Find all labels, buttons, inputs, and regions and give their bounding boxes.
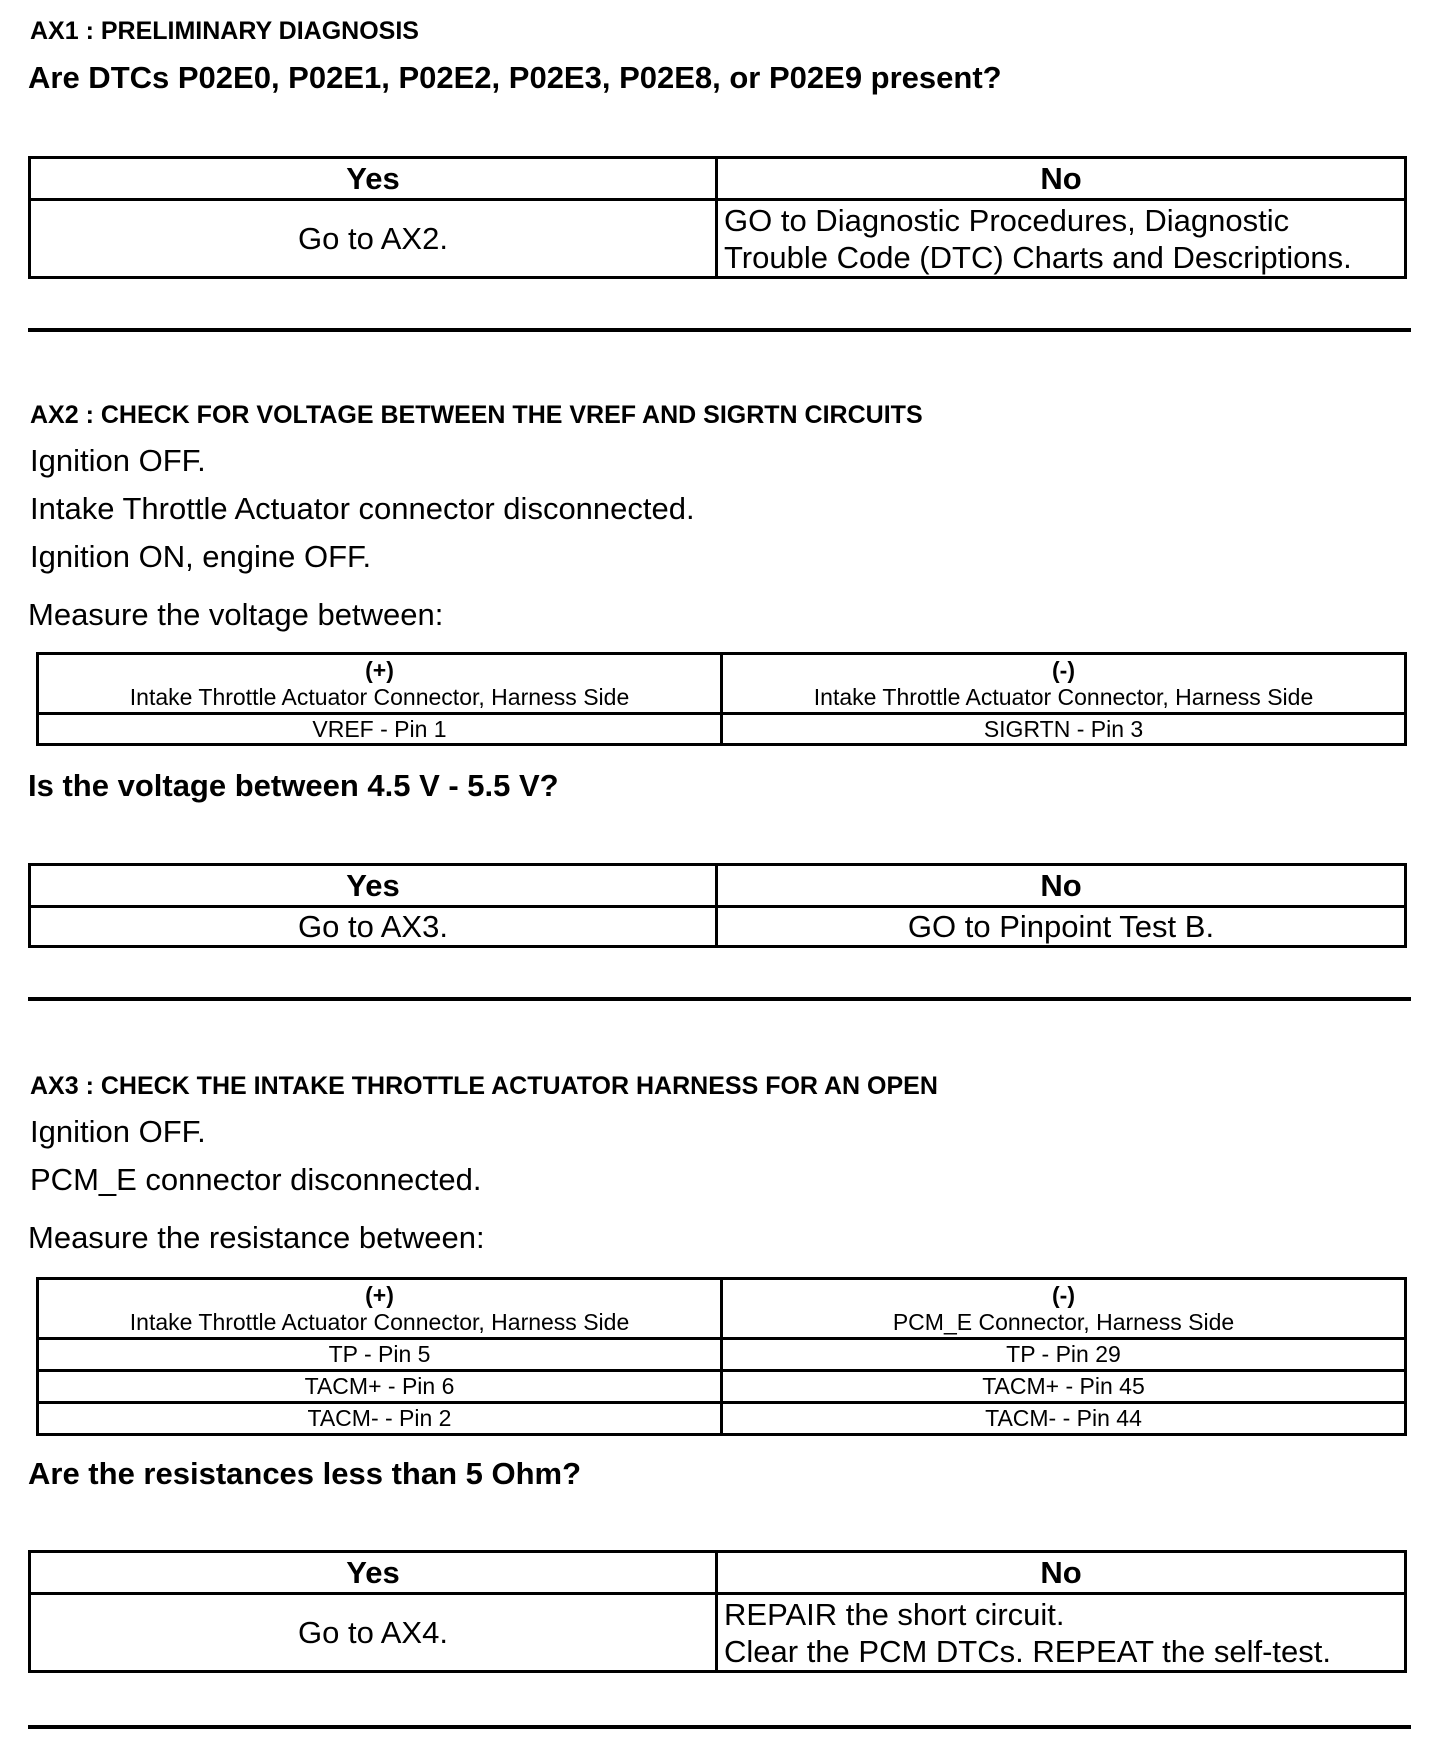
yes-action: Go to AX2. xyxy=(30,200,717,278)
ax3-step: PCM_E connector disconnected. xyxy=(30,1162,482,1197)
positive-pin: TACM+ - Pin 6 xyxy=(38,1371,722,1403)
section-divider xyxy=(28,997,1411,1001)
yes-header: Yes xyxy=(30,158,717,200)
negative-sign: (-) xyxy=(1052,656,1075,683)
yes-header: Yes xyxy=(30,1552,717,1594)
no-action-line: REPAIR the short circuit. xyxy=(724,1596,1065,1632)
no-header: No xyxy=(717,158,1406,200)
positive-header xyxy=(38,1279,722,1339)
ax2-title: AX2 : CHECK FOR VOLTAGE BETWEEN THE VREF AND SIGRTN CIRCUITS xyxy=(30,401,923,429)
ax2-step: Ignition OFF. xyxy=(30,443,206,478)
ax2-step: Ignition ON, engine OFF. xyxy=(30,539,372,574)
ax2-step: Intake Throttle Actuator connector disconnected. xyxy=(30,491,695,526)
ax3-measure-label: Measure the resistance between: xyxy=(28,1220,485,1255)
yes-header: Yes xyxy=(30,865,717,907)
ax3-answer-table xyxy=(28,1550,1407,1673)
negative-pin: TACM- - Pin 44 xyxy=(722,1403,1406,1435)
positive-connector: Intake Throttle Actuator Connector, Harness Side xyxy=(129,1308,630,1335)
no-header: No xyxy=(717,865,1406,907)
ax1-title: AX1 : PRELIMINARY DIAGNOSIS xyxy=(30,17,419,45)
no-action-line: Trouble Code (DTC) Charts and Descriptions. xyxy=(724,239,1352,275)
no-header: No xyxy=(717,1552,1406,1594)
ax2-measure-label: Measure the voltage between: xyxy=(28,597,444,632)
negative-connector: Intake Throttle Actuator Connector, Harness Side xyxy=(813,683,1314,710)
no-action-line: Clear the PCM DTCs. REPEAT the self-test. xyxy=(724,1633,1331,1669)
no-action-line: GO to Diagnostic Procedures, Diagnostic xyxy=(724,202,1290,238)
positive-pin: TP - Pin 5 xyxy=(38,1339,722,1371)
yes-action: Go to AX4. xyxy=(30,1594,717,1672)
negative-header xyxy=(722,1279,1406,1339)
ax3-title: AX3 : CHECK THE INTAKE THROTTLE ACTUATOR HARNESS FOR AN OPEN xyxy=(30,1072,938,1100)
ax2-measure-table xyxy=(36,652,1407,746)
ax2-question: Is the voltage between 4.5 V - 5.5 V? xyxy=(28,768,559,803)
ax3-step: Ignition OFF. xyxy=(30,1114,206,1149)
ax3-question: Are the resistances less than 5 Ohm? xyxy=(28,1456,582,1491)
no-action xyxy=(717,1594,1406,1672)
ax2-answer-table xyxy=(28,863,1407,948)
positive-sign: (+) xyxy=(365,656,394,683)
positive-header xyxy=(38,654,722,714)
negative-pin: TACM+ - Pin 45 xyxy=(722,1371,1406,1403)
no-action xyxy=(717,200,1406,278)
positive-pin: TACM- - Pin 2 xyxy=(38,1403,722,1435)
positive-pin: VREF - Pin 1 xyxy=(38,714,722,745)
yes-action: Go to AX3. xyxy=(30,907,717,947)
no-action: GO to Pinpoint Test B. xyxy=(717,907,1406,947)
negative-pin: SIGRTN - Pin 3 xyxy=(722,714,1406,745)
negative-pin: TP - Pin 29 xyxy=(722,1339,1406,1371)
negative-header xyxy=(722,654,1406,714)
negative-sign: (-) xyxy=(1052,1281,1075,1308)
positive-sign: (+) xyxy=(365,1281,394,1308)
section-divider xyxy=(28,1725,1411,1729)
positive-connector: Intake Throttle Actuator Connector, Harness Side xyxy=(129,683,630,710)
ax3-measure-table xyxy=(36,1277,1407,1436)
section-divider xyxy=(28,328,1411,332)
ax1-answer-table xyxy=(28,156,1407,279)
negative-connector: PCM_E Connector, Harness Side xyxy=(892,1308,1235,1335)
ax1-question: Are DTCs P02E0, P02E1, P02E2, P02E3, P02E8, or P02E9 present? xyxy=(28,60,1002,95)
